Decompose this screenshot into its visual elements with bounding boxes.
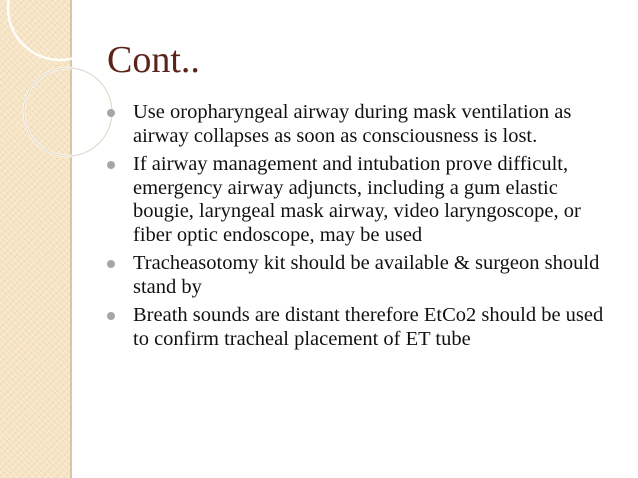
bullet-text: If airway management and intubation prove difficult, emergency airway adjuncts, including a gum elastic bougie, laryngeal mask airway, video laryngoscope, or fiber optic endoscope, may be used: [133, 153, 581, 246]
bullet-dot-icon: [107, 109, 115, 117]
bullet-item: [103, 153, 618, 247]
decorative-circle-middle-shadow: [24, 68, 112, 156]
bullet-text: Tracheasotomy kit should be available & surgeon should stand by: [133, 252, 600, 298]
bullet-item: [103, 252, 618, 299]
bullet-text: Use oropharyngeal airway during mask ventilation as airway collapses as soon as consciousness is lost.: [133, 101, 572, 147]
bullet-dot-icon: [107, 161, 115, 169]
bullet-item: [103, 101, 618, 148]
bullet-text: Breath sounds are distant therefore EtCo2 should be used to confirm tracheal placement of ET tube: [133, 304, 604, 350]
bullet-dot-icon: [107, 260, 115, 268]
decorative-circle-top: [8, 0, 112, 60]
slide-title: Cont..: [107, 39, 200, 81]
bullet-item: [103, 304, 618, 351]
bullet-list: [103, 101, 618, 356]
bullet-dot-icon: [107, 312, 115, 320]
